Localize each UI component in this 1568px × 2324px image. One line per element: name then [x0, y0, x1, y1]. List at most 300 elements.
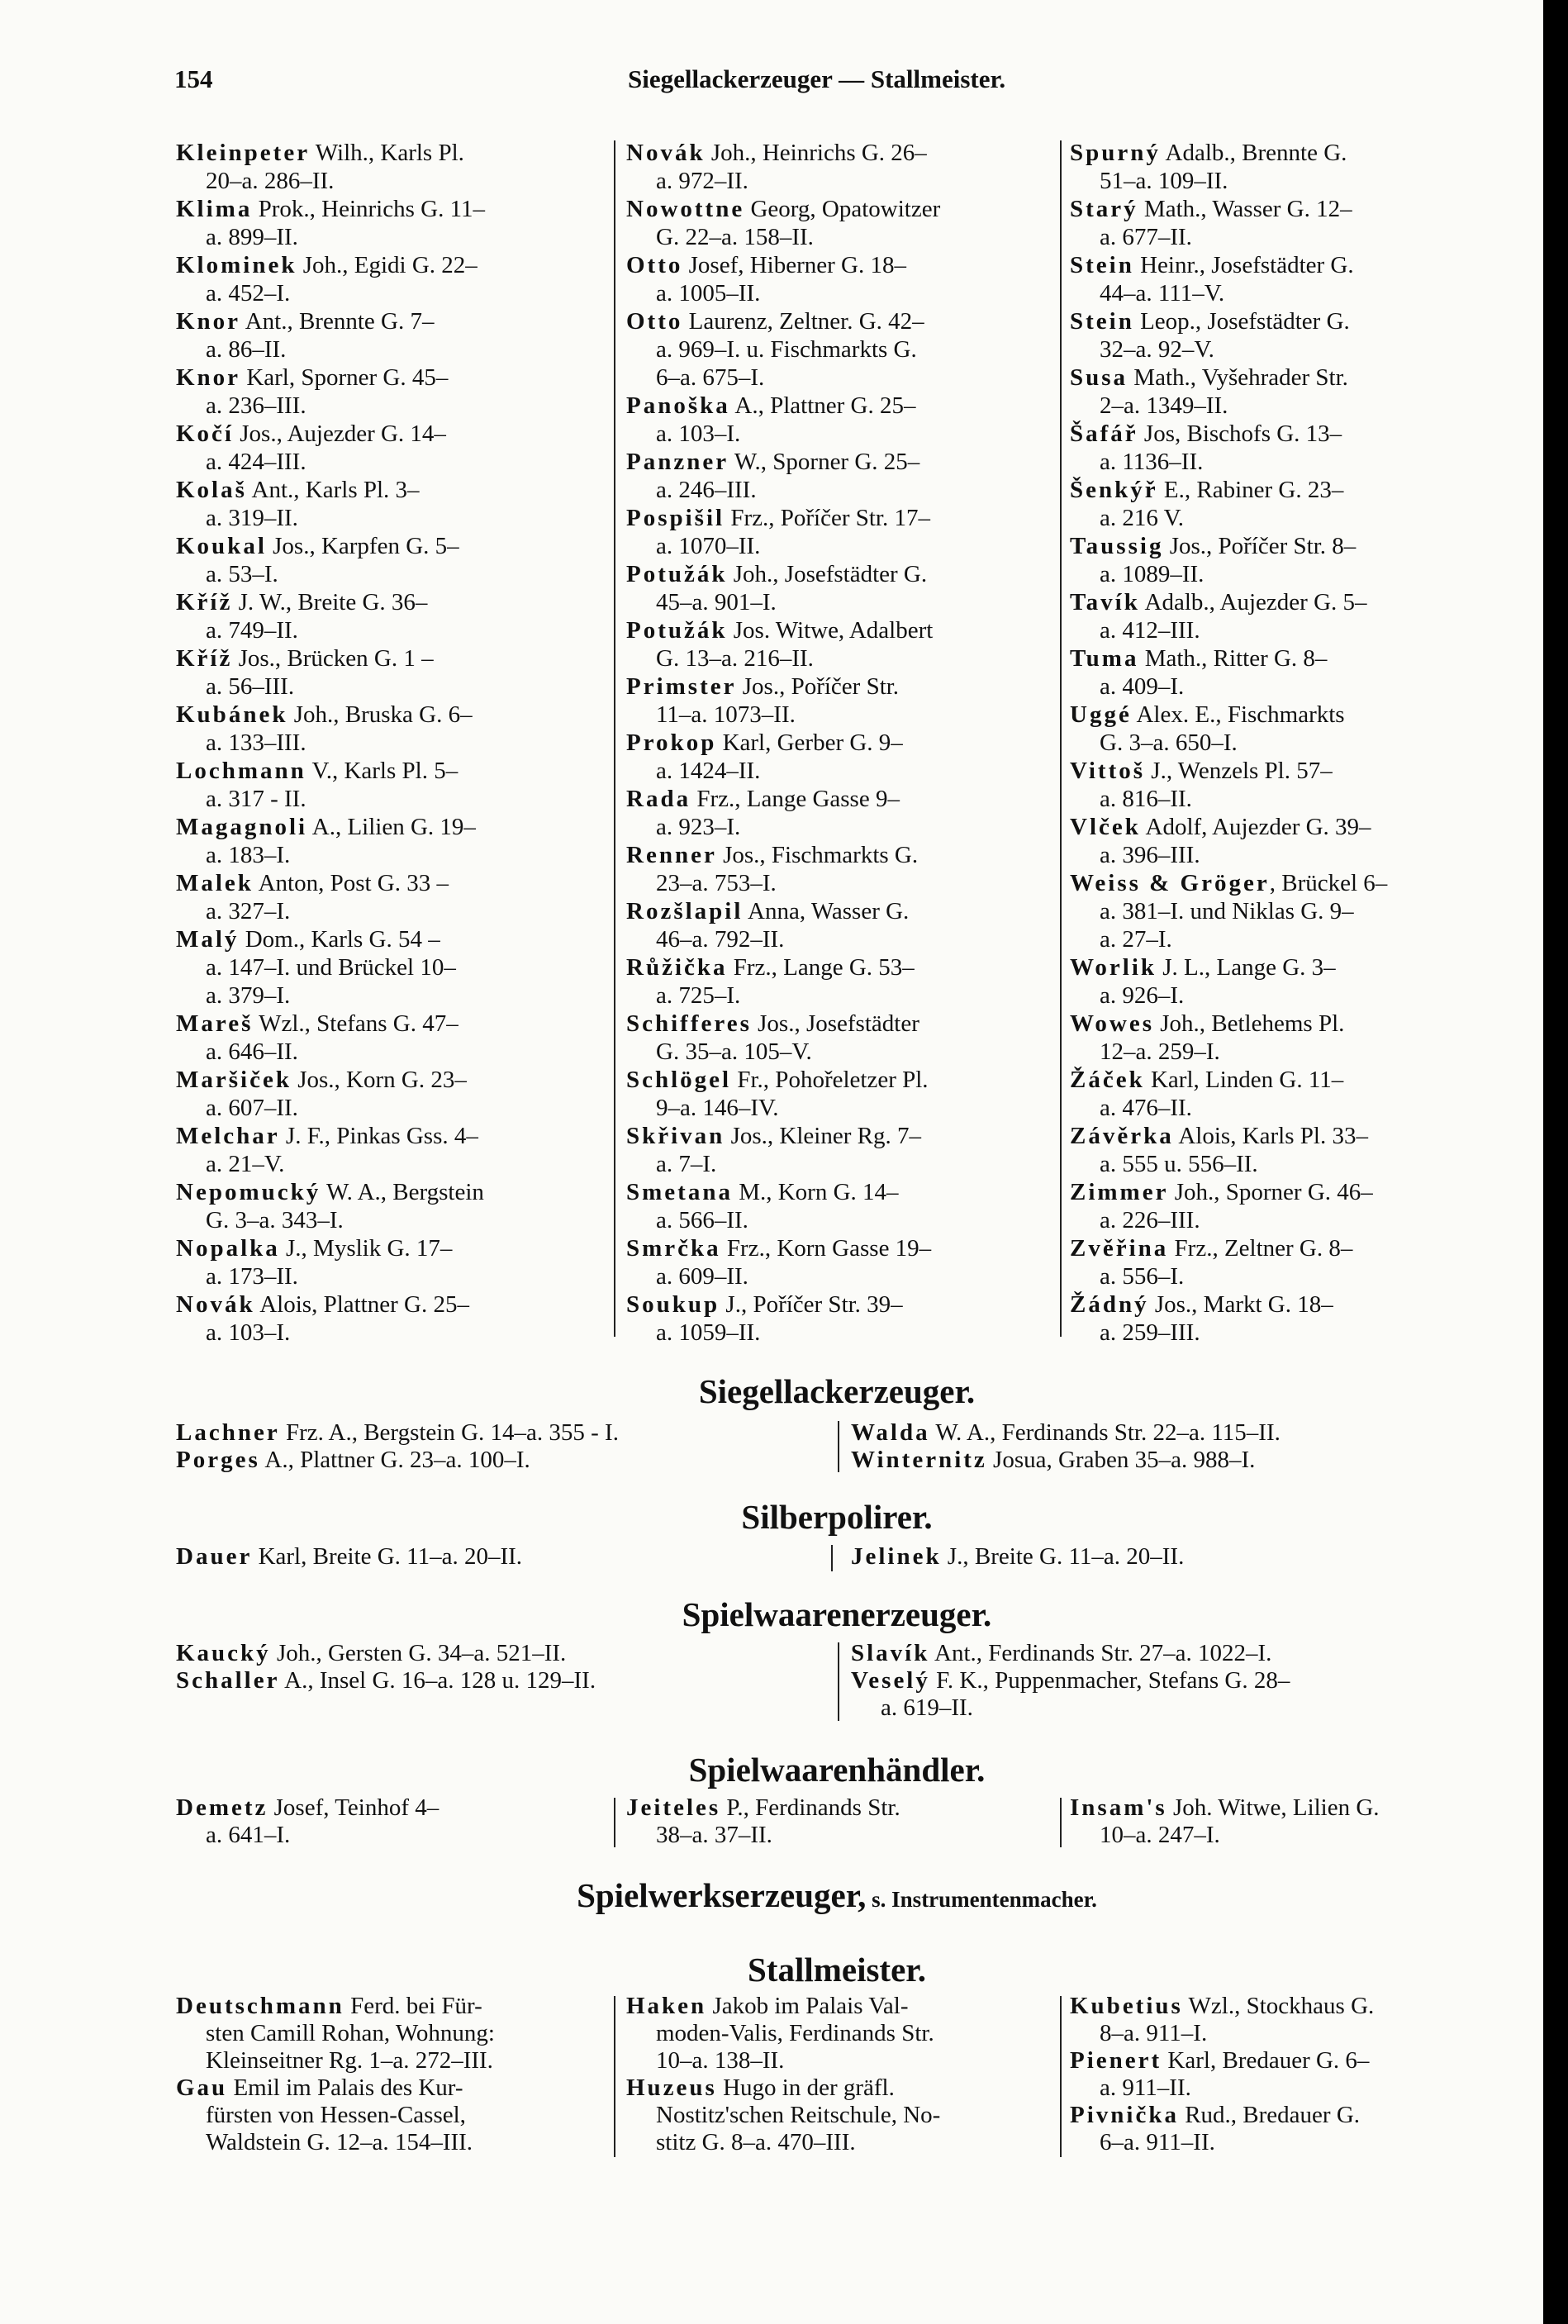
entry-text: J. L., Lange G. 3–	[1157, 954, 1336, 981]
entry-text: Joh., Egidi G. 22–	[297, 252, 478, 278]
entry-line	[626, 167, 1056, 195]
entry-line	[1070, 2020, 1516, 2047]
entry-line	[1070, 1010, 1516, 1038]
entry-text: A., Plattner G. 23–a. 100–I.	[259, 1447, 530, 1473]
entry-name: Potužák	[626, 617, 728, 644]
entry-name: Malý	[176, 926, 240, 953]
entry-line	[176, 1234, 606, 1262]
entry-text: Frz., Lange Gasse 9–	[691, 786, 900, 812]
entry-line	[176, 701, 606, 729]
entry-name: Winternitz	[851, 1447, 987, 1473]
entry-text: Frz., Korn Gasse 19–	[720, 1235, 932, 1262]
entry-text: Jos., Korn G. 23–	[291, 1067, 467, 1093]
entry-line	[1070, 335, 1516, 364]
entry-text: A., Insel G. 16–a. 128 u. 129–II.	[279, 1667, 596, 1694]
entry-line	[176, 476, 606, 504]
entry-name: Kubánek	[176, 701, 288, 728]
entry-text: a. 236–III.	[206, 392, 306, 419]
entry-name: Klima	[176, 196, 253, 222]
entry-line	[1070, 1066, 1516, 1094]
entry-text: J., Myslik G. 17–	[279, 1235, 453, 1262]
entry-text: Jos., Markt G. 18–	[1148, 1291, 1333, 1318]
entry-line	[176, 1290, 606, 1319]
section-column	[851, 1543, 1512, 1571]
entry-text: a. 609–II.	[656, 1263, 748, 1290]
entry-line	[176, 167, 606, 195]
entry-name: Gau	[176, 2074, 228, 2101]
entry-line	[851, 1543, 1512, 1571]
entry-line	[626, 223, 1056, 251]
entry-name: Deutschmann	[176, 1993, 344, 2019]
entry-name: Renner	[626, 842, 717, 868]
entry-line	[176, 729, 606, 757]
entry-name: Magagnoli	[176, 814, 308, 840]
entry-text: Adalb., Brennte G.	[1160, 140, 1347, 166]
entry-line	[176, 2047, 606, 2074]
entry-text: Karl, Bredauer G. 6–	[1162, 2047, 1370, 2074]
entry-text: Joh. Witwe, Lilien G.	[1166, 1794, 1380, 1821]
entry-line	[176, 1206, 606, 1234]
entry-line	[176, 1419, 837, 1447]
entry-name: Kolaš	[176, 477, 247, 503]
entry-line	[626, 1150, 1056, 1178]
entry-text: Adalb., Aujezder G. 5–	[1139, 589, 1367, 615]
entry-text: a. 641–I.	[206, 1822, 291, 1848]
entry-text: Karl, Linden G. 11–	[1144, 1067, 1344, 1093]
entry-text: Adolf, Aujezder G. 39–	[1140, 814, 1371, 840]
entry-text: Josef, Teinhof 4–	[268, 1794, 440, 1821]
section-column	[851, 1640, 1512, 1722]
entry-text: Jos., Aujezder G. 14–	[234, 421, 446, 447]
entry-line	[1070, 644, 1516, 672]
entry-line	[1070, 981, 1516, 1010]
page-number: 154	[174, 64, 213, 93]
column-divider	[838, 1421, 839, 1472]
entry-name: Knor	[176, 308, 241, 335]
entry-name: Vittoš	[1070, 758, 1146, 784]
entry-text: Wilh., Karls Pl.	[310, 140, 464, 166]
entry-line	[176, 139, 606, 167]
entry-text: E., Rabiner G. 23–	[1157, 477, 1344, 503]
entry-line	[1070, 869, 1516, 897]
entry-name: Knor	[176, 364, 241, 391]
entry-text: Frz., Poříčer Str. 17–	[725, 505, 930, 531]
entry-text: a. 926–I.	[1100, 982, 1185, 1009]
entry-name: Kříž	[176, 589, 233, 615]
entry-line	[1070, 1038, 1516, 1066]
entry-name: Schaller	[176, 1667, 280, 1694]
entry-line	[176, 644, 606, 672]
entry-line	[1070, 785, 1516, 813]
entry-line	[176, 1319, 606, 1347]
entry-line	[626, 1319, 1056, 1347]
section-column	[1070, 1993, 1516, 2156]
entry-text: Alex. E., Fischmarkts	[1131, 701, 1345, 728]
entry-line	[176, 195, 606, 223]
section-column	[176, 1419, 837, 1474]
entry-text: a. 216 V.	[1100, 505, 1185, 531]
entry-text: Jos., Brücken G. 1 –	[232, 645, 434, 672]
entry-name: Haken	[626, 1993, 707, 2019]
entry-line	[626, 1094, 1056, 1122]
entry-line	[626, 2020, 1056, 2047]
entry-text: 6–a. 675–I.	[656, 364, 765, 391]
entry-line	[1070, 2074, 1516, 2102]
entry-line	[1070, 307, 1516, 335]
entry-name: Potužák	[626, 561, 728, 587]
entry-line	[626, 1234, 1056, 1262]
entry-line	[626, 757, 1056, 785]
section-heading: Siegellackerzeuger.	[698, 1372, 976, 1410]
entry-text: Ant., Ferdinands Str. 27–a. 1022–I.	[929, 1640, 1272, 1666]
entry-line	[176, 307, 606, 335]
column-3	[1070, 139, 1516, 1347]
entry-line	[176, 504, 606, 532]
entry-text: a. 183–I.	[206, 842, 291, 868]
entry-line	[626, 195, 1056, 223]
entry-text: a. 7–I.	[656, 1151, 717, 1177]
entry-text: Josua, Graben 35–a. 988–I.	[986, 1447, 1256, 1473]
section-column	[626, 1993, 1056, 2156]
entry-text: W. A., Bergstein	[321, 1179, 484, 1205]
column-divider	[614, 1996, 615, 2157]
entry-name: Schlögel	[626, 1067, 732, 1093]
entry-text: 9–a. 146–IV.	[656, 1095, 779, 1121]
entry-line	[1070, 1122, 1516, 1150]
entry-line	[626, 335, 1056, 364]
entry-line	[626, 1206, 1056, 1234]
entry-text: a. 246–III.	[656, 477, 757, 503]
entry-text: G. 35–a. 105–V.	[656, 1038, 812, 1065]
entry-line	[1070, 1993, 1516, 2020]
entry-line	[1070, 420, 1516, 448]
entry-name: Stein	[1070, 308, 1134, 335]
entry-name: Melchar	[176, 1123, 280, 1149]
entry-text: Math., Vyšehrader Str.	[1128, 364, 1348, 391]
entry-text: Wzl., Stefans G. 47–	[253, 1010, 459, 1037]
entry-line	[626, 504, 1056, 532]
entry-text: a. 619–II.	[881, 1694, 973, 1721]
entry-text: a. 409–I.	[1100, 673, 1185, 700]
entry-name: Primster	[626, 673, 737, 700]
entry-line	[626, 813, 1056, 841]
entry-text: F. K., Puppenmacher, Stefans G. 28–	[929, 1667, 1290, 1694]
entry-line	[1070, 1319, 1516, 1347]
entry-text: a. 86–II.	[206, 336, 287, 363]
entry-text: a. 1136–II.	[1100, 449, 1204, 475]
entry-line	[1070, 364, 1516, 392]
entry-line	[626, 532, 1056, 560]
entry-line	[176, 981, 606, 1010]
entry-line	[626, 448, 1056, 476]
entry-text: a. 147–I. und Brückel 10–	[206, 954, 456, 981]
entry-text: Joh., Josefstädter G.	[727, 561, 928, 587]
section-column	[851, 1419, 1512, 1474]
entry-name: Novák	[176, 1291, 255, 1318]
entry-line	[1070, 757, 1516, 785]
entry-line	[626, 981, 1056, 1010]
entry-text: a. 173–II.	[206, 1263, 298, 1290]
entry-line	[176, 448, 606, 476]
entry-text: moden-Valis, Ferdinands Str.	[656, 2020, 934, 2046]
entry-text: Frz., Zeltner G. 8–	[1168, 1235, 1353, 1262]
entry-line	[851, 1667, 1512, 1694]
entry-text: Hugo in der gräfl.	[716, 2074, 895, 2101]
entry-text: Karl, Gerber G. 9–	[716, 730, 903, 756]
entry-text: Math., Ritter G. 8–	[1138, 645, 1328, 672]
entry-text: a. 556–I.	[1100, 1263, 1185, 1290]
entry-line	[626, 701, 1056, 729]
entry-name: Panzner	[626, 449, 729, 475]
entry-line	[851, 1640, 1512, 1667]
entry-text: Alois, Plattner G. 25–	[254, 1291, 469, 1318]
entry-text: 32–a. 92–V.	[1100, 336, 1214, 363]
entry-text: G. 13–a. 216–II.	[656, 645, 814, 672]
entry-name: Koukal	[176, 533, 267, 559]
entry-text: Rud., Bredauer G.	[1178, 2102, 1361, 2128]
entry-line	[626, 672, 1056, 701]
column-divider	[1060, 1996, 1062, 2157]
entry-text: a. 555 u. 556–II.	[1100, 1151, 1258, 1177]
entry-text: J., Breite G. 11–a. 20–II.	[941, 1543, 1185, 1570]
entry-line	[176, 1122, 606, 1150]
entry-text: Leop., Josefstädter G.	[1133, 308, 1350, 335]
entry-line	[626, 644, 1056, 672]
entry-text: Waldstein G. 12–a. 154–III.	[206, 2129, 473, 2155]
entry-name: Demetz	[176, 1794, 268, 1821]
entry-text: 6–a. 911–II.	[1100, 2129, 1215, 2155]
entry-line	[1070, 1150, 1516, 1178]
entry-text: a. 749–II.	[206, 617, 298, 644]
entry-text: Alois, Karls Pl. 33–	[1173, 1123, 1368, 1149]
entry-text: Jakob im Palais Val-	[706, 1993, 909, 2019]
entry-text: V., Karls Pl. 5–	[306, 758, 459, 784]
entry-text: fürsten von Hessen-Cassel,	[206, 2102, 466, 2128]
entry-name: Šafář	[1070, 421, 1138, 447]
entry-line	[626, 1038, 1056, 1066]
entry-name: Tavík	[1070, 589, 1140, 615]
entry-text: Jos., Poříčer Str. 8–	[1163, 533, 1357, 559]
entry-line	[176, 616, 606, 644]
entry-line	[626, 897, 1056, 925]
entry-name: Wowes	[1070, 1010, 1154, 1037]
entry-line	[851, 1447, 1512, 1474]
entry-line	[626, 420, 1056, 448]
entry-line	[176, 364, 606, 392]
entry-line	[176, 813, 606, 841]
entry-line	[626, 785, 1056, 813]
entry-text: Fr., Pohořeletzer Pl.	[731, 1067, 929, 1093]
entry-text: Jos., Poříčer Str.	[736, 673, 900, 700]
entry-line	[1070, 195, 1516, 223]
entry-name: Pienert	[1070, 2047, 1162, 2074]
entry-line	[1070, 476, 1516, 504]
entry-text: a. 381–I. und Niklas G. 9–	[1100, 898, 1354, 924]
entry-line	[176, 392, 606, 420]
entry-line	[176, 953, 606, 981]
entry-name: Mareš	[176, 1010, 254, 1037]
entry-text: 11–a. 1073–II.	[656, 701, 796, 728]
entry-line	[176, 1640, 837, 1667]
entry-line	[1070, 953, 1516, 981]
entry-line	[626, 616, 1056, 644]
entry-line	[176, 2129, 606, 2156]
entry-name: Žádný	[1070, 1291, 1149, 1318]
entry-text: Anna, Wasser G.	[743, 898, 910, 924]
entry-line	[1070, 616, 1516, 644]
section-heading: Stallmeister.	[748, 1951, 926, 1989]
entry-text: a. 133–III.	[206, 730, 306, 756]
entry-text: a. 607–II.	[206, 1095, 298, 1121]
entry-text: Josef, Hiberner G. 18–	[682, 252, 906, 278]
entry-text: Jos, Bischofs G. 13–	[1138, 421, 1342, 447]
entry-line	[1070, 251, 1516, 279]
entry-text: a. 899–II.	[206, 224, 298, 250]
section-column	[176, 1794, 606, 1849]
entry-text: a. 379–I.	[206, 982, 291, 1009]
entry-name: Weiss & Gröger	[1070, 870, 1270, 896]
entry-text: Joh., Betlehems Pl.	[1154, 1010, 1345, 1037]
entry-text: P., Ferdinands Str.	[720, 1794, 900, 1821]
entry-text: a. 1424–II.	[656, 758, 761, 784]
entry-line	[626, 1066, 1056, 1094]
entry-line	[626, 392, 1056, 420]
column-divider	[614, 1798, 615, 1847]
entry-text: Joh., Bruska G. 6–	[287, 701, 473, 728]
column-divider	[1060, 140, 1062, 1337]
entry-line	[1070, 813, 1516, 841]
entry-text: a. 396–III.	[1100, 842, 1200, 868]
entry-name: Slavík	[851, 1640, 930, 1666]
entry-line	[176, 560, 606, 588]
entry-line	[176, 672, 606, 701]
entry-name: Žáček	[1070, 1067, 1145, 1093]
entry-line	[1070, 2047, 1516, 2074]
entry-line	[1070, 532, 1516, 560]
entry-name: Maršiček	[176, 1067, 292, 1093]
section-column	[1070, 1794, 1516, 1849]
entry-text: 38–a. 37–II.	[656, 1822, 772, 1848]
entry-text: 45–a. 901–I.	[656, 589, 777, 615]
scan-edge	[1543, 0, 1568, 2324]
entry-text: Joh., Sporner G. 46–	[1168, 1179, 1373, 1205]
entry-name: Skřivan	[626, 1123, 725, 1149]
entry-text: a. 27–I.	[1100, 926, 1172, 953]
entry-name: Jeiteles	[626, 1794, 721, 1821]
entry-line	[626, 139, 1056, 167]
entry-line	[1070, 672, 1516, 701]
entry-text: a. 53–I.	[206, 561, 278, 587]
entry-line	[176, 1447, 837, 1474]
entry-line	[176, 925, 606, 953]
entry-line	[1070, 1794, 1516, 1822]
entry-name: Dauer	[176, 1543, 253, 1570]
entry-name: Jelinek	[851, 1543, 942, 1570]
entry-name: Novák	[626, 140, 706, 166]
entry-name: Huzeus	[626, 2074, 717, 2101]
entry-text: a. 452–I.	[206, 280, 291, 307]
entry-text: 8–a. 911–I.	[1100, 2020, 1208, 2046]
entry-name: Taussig	[1070, 533, 1164, 559]
entry-line	[1070, 448, 1516, 476]
entry-name: Pospišil	[626, 505, 725, 531]
entry-line	[176, 2074, 606, 2102]
entry-name: Rada	[626, 786, 691, 812]
entry-line	[176, 279, 606, 307]
entry-line	[176, 251, 606, 279]
section-heading: Spielwerkserzeuger, s. Instrumentenmacher.	[577, 1876, 1097, 1914]
entry-text: Emil im Palais des Kur-	[227, 2074, 463, 2101]
entry-text: Prok., Heinrichs G. 11–	[252, 196, 485, 222]
entry-line	[1070, 897, 1516, 925]
entry-name: Kaucký	[176, 1640, 271, 1666]
entry-name: Kříž	[176, 645, 233, 672]
entry-name: Pivnička	[1070, 2102, 1179, 2128]
entry-text: Frz. A., Bergstein G. 14–a. 355 - I.	[279, 1419, 619, 1446]
entry-text: a. 21–V.	[206, 1151, 285, 1177]
entry-line	[626, 560, 1056, 588]
entry-text: J., Wenzels Pl. 57–	[1145, 758, 1333, 784]
entry-text: a. 319–II.	[206, 505, 298, 531]
entry-line	[176, 841, 606, 869]
entry-name: Panoška	[626, 392, 730, 419]
entry-name: Schifferes	[626, 1010, 752, 1037]
entry-text: a. 103–I.	[206, 1319, 291, 1346]
entry-text: Nostitz'schen Reitschule, No-	[656, 2102, 941, 2128]
entry-line	[626, 364, 1056, 392]
entry-line	[626, 869, 1056, 897]
entry-text: a. 56–III.	[206, 673, 295, 700]
entry-name: Otto	[626, 308, 683, 335]
section-column	[176, 1993, 606, 2156]
entry-text: 12–a. 259–I.	[1100, 1038, 1220, 1065]
section-column	[176, 1543, 820, 1571]
entry-text: a. 972–II.	[656, 168, 748, 194]
entry-line	[626, 2047, 1056, 2074]
entry-text: a. 923–I.	[656, 814, 741, 840]
entry-text: Kleinseitner Rg. 1–a. 272–III.	[206, 2047, 493, 2074]
entry-text: a. 566–II.	[656, 1207, 748, 1233]
entry-text: 20–a. 286–II.	[206, 168, 335, 194]
section-heading: Spielwaarenerzeuger.	[682, 1595, 992, 1633]
entry-name: Růžička	[626, 954, 728, 981]
entry-text: 46–a. 792–II.	[656, 926, 785, 953]
entry-line	[176, 335, 606, 364]
entry-text: J., Poříčer Str. 39–	[720, 1291, 903, 1318]
entry-name: Stein	[1070, 252, 1134, 278]
entry-line	[176, 1150, 606, 1178]
entry-text: Laurenz, Zeltner. G. 42–	[682, 308, 924, 335]
entry-line	[626, 1122, 1056, 1150]
entry-line	[176, 1993, 606, 2020]
entry-line	[1070, 139, 1516, 167]
entry-text: a. 1070–II.	[656, 533, 761, 559]
entry-line	[1070, 223, 1516, 251]
entry-line	[1070, 1234, 1516, 1262]
entry-text: 23–a. 753–I.	[656, 870, 777, 896]
entry-text: A., Plattner G. 25–	[729, 392, 916, 419]
entry-text: sten Camill Rohan, Wohnung:	[206, 2020, 495, 2046]
entry-name: Spurný	[1070, 140, 1161, 166]
entry-name: Smetana	[626, 1179, 733, 1205]
entry-line	[176, 588, 606, 616]
entry-text: J. F., Pinkas Gss. 4–	[279, 1123, 478, 1149]
entry-line	[1070, 1262, 1516, 1290]
entry-line	[1070, 588, 1516, 616]
entry-text: a. 677–II.	[1100, 224, 1192, 250]
entry-name: Kleinpeter	[176, 140, 311, 166]
entry-line	[1070, 925, 1516, 953]
